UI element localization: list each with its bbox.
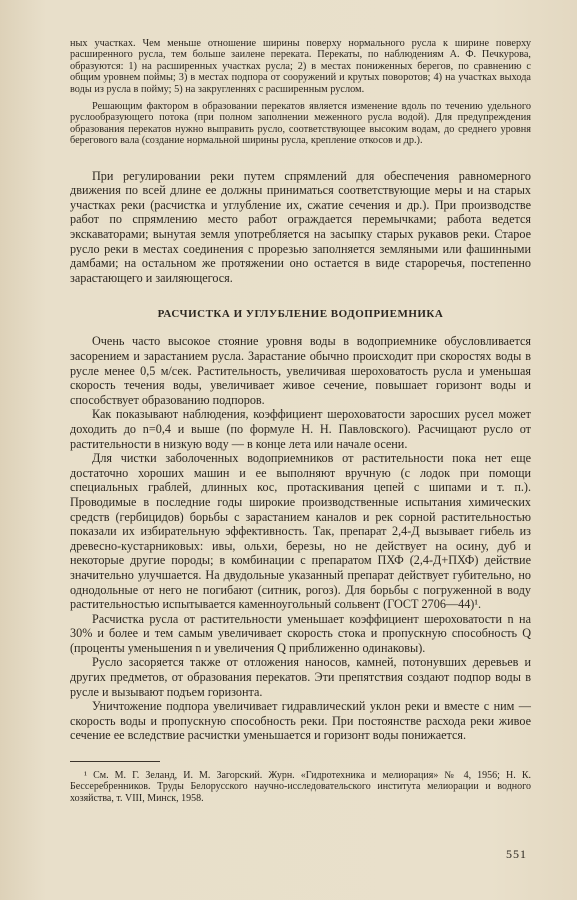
body-paragraph-6: Уничтожение подпора увеличивает гидравлический уклон реки и вместе с ним — скорость воды и пропускную способность реки. При постоянстве расхода реки живое сечение ее вследствие расчистки уменьшается и горизонт воды понижается. <box>70 699 531 743</box>
note-paragraph-1: ных участках. Чем меньше отношение ширины поверху нормального русла к ширине поверху расширенного русла, тем больше заилене переката. Перекаты, по наблюдениям А. Ф. Печкурова, образуются: 1) на расширенных участках русла; 2) в местах пониженных берегов, по сравнению с общим уровнем поймы; 3) в местах подпора от сооружений и крутых поворотов; 4) на участках выхода воды из русла в пойму; 5) на закругленнях с расширенным руслом. <box>70 38 531 95</box>
body-paragraph-1: Очень часто высокое стояние уровня воды в водоприемнике обусловливается засорением и зарастанием русла. Зарастание обычно происходит при скоростях воды в русле менее 0,5 м/сек. Растительность, увеличивая шероховатость русла и уменьшая скорость течения воды, увеличивает живое сечение, повышает горизонт воды и способствует образованию подпоров. <box>70 334 531 407</box>
page-number: 551 <box>506 847 527 861</box>
body-paragraph-5: Русло засоряется также от отложения наносов, камней, потонувших деревьев и других предметов, от образования перекатов. Эти препятствия создают подпор воды в русле и вызывают подъем горизонта. <box>70 655 531 699</box>
note-paragraph-2: Решающим фактором в образовании перекатов является изменение вдоль по течению удельного руслообразующего потока (при полном заполнении меженного русла водой). Для предупреждения образования перекатов нужно выправить русло, соответствующее высоким водам, до среднего уровня берегового вала (создание нормальной ширины русла, крепление откосов и др.). <box>70 101 531 147</box>
body-paragraph-2: Как показывают наблюдения, коэффициент шероховатости заросших русел может доходить до n=0,4 и выше (по формуле Н. Н. Павловского). Расчищают русло от растительности в низкую воду — в конце лета или начале осени. <box>70 407 531 451</box>
body-paragraph-3: Для чистки заболоченных водоприемников от растительности пока нет еще достаточно хороших машин и ее выполняют вручную (с лодок при помощи специальных граблей, длинных кос, протаскивания цепей с шипами и т. п.). Проводимые в последние годы широкие производственные испытания химических средств (гербицидов) борьбы с зарастанием каналов и рек сорной растительностью показали их избирательную эффективность. Так, препарат 2,4-Д вызывает гибель из древесно-кустарниковых: ивы, ольхи, березы, но не действует на осину, дуб и некоторые другие породы; в комбинации с препаратом ПХФ (2,4-Д+ПХФ) действие значительно улучшается. На двудольные указанный препарат действует губительно, но однодольные от него не погибают (ситник, рогоз). Для борьбы с погруженной в воду растительностью испытывается каменноугольный сольвент (ГОСТ 2706—44)¹. <box>70 451 531 612</box>
section-heading: РАСЧИСТКА И УГЛУБЛЕНИЕ ВОДОПРИЕМНИКА <box>157 308 444 321</box>
body-paragraph-4: Расчистка русла от растительности уменьшает коэффициент шероховатости n на 30% и более и тем самым увеличивает скорость стока и пропускную способность Q (проценты уменьшения n и увеличения Q приближенно одинаковы). <box>70 611 531 655</box>
footnote: ¹ См. М. Г. Зеланд, И. М. Загорский. Журн. «Гидротехника и мелиорация» № 4, 1956; Н. К. Бессеребренников. Труды Белорусского научно-исследовательского института мелиорации и водного хозяйства, т. VIII, Минск, 1958. <box>70 770 531 804</box>
intro-paragraph: При регулировании реки путем спрямлений для обеспечения равномерного движения по всей длине ее должны приниматься соответствующие меры и на старых участках реки (расчистка и углубление их, сжатие сечения и др.). При производстве работ по спрямлению место работ ограждается перемычками; работа ведется экскаваторами; вынутая земля употребляется на засыпку старых рукавов реки. Старое русло реки в местах соединения с прорезью заполняется земляными или фашинными дамбами; на остальном же протяжении оно остается в виде староречья, постепенно зарастающего и заиляющегося. <box>70 168 531 285</box>
footnote-divider <box>70 761 160 762</box>
